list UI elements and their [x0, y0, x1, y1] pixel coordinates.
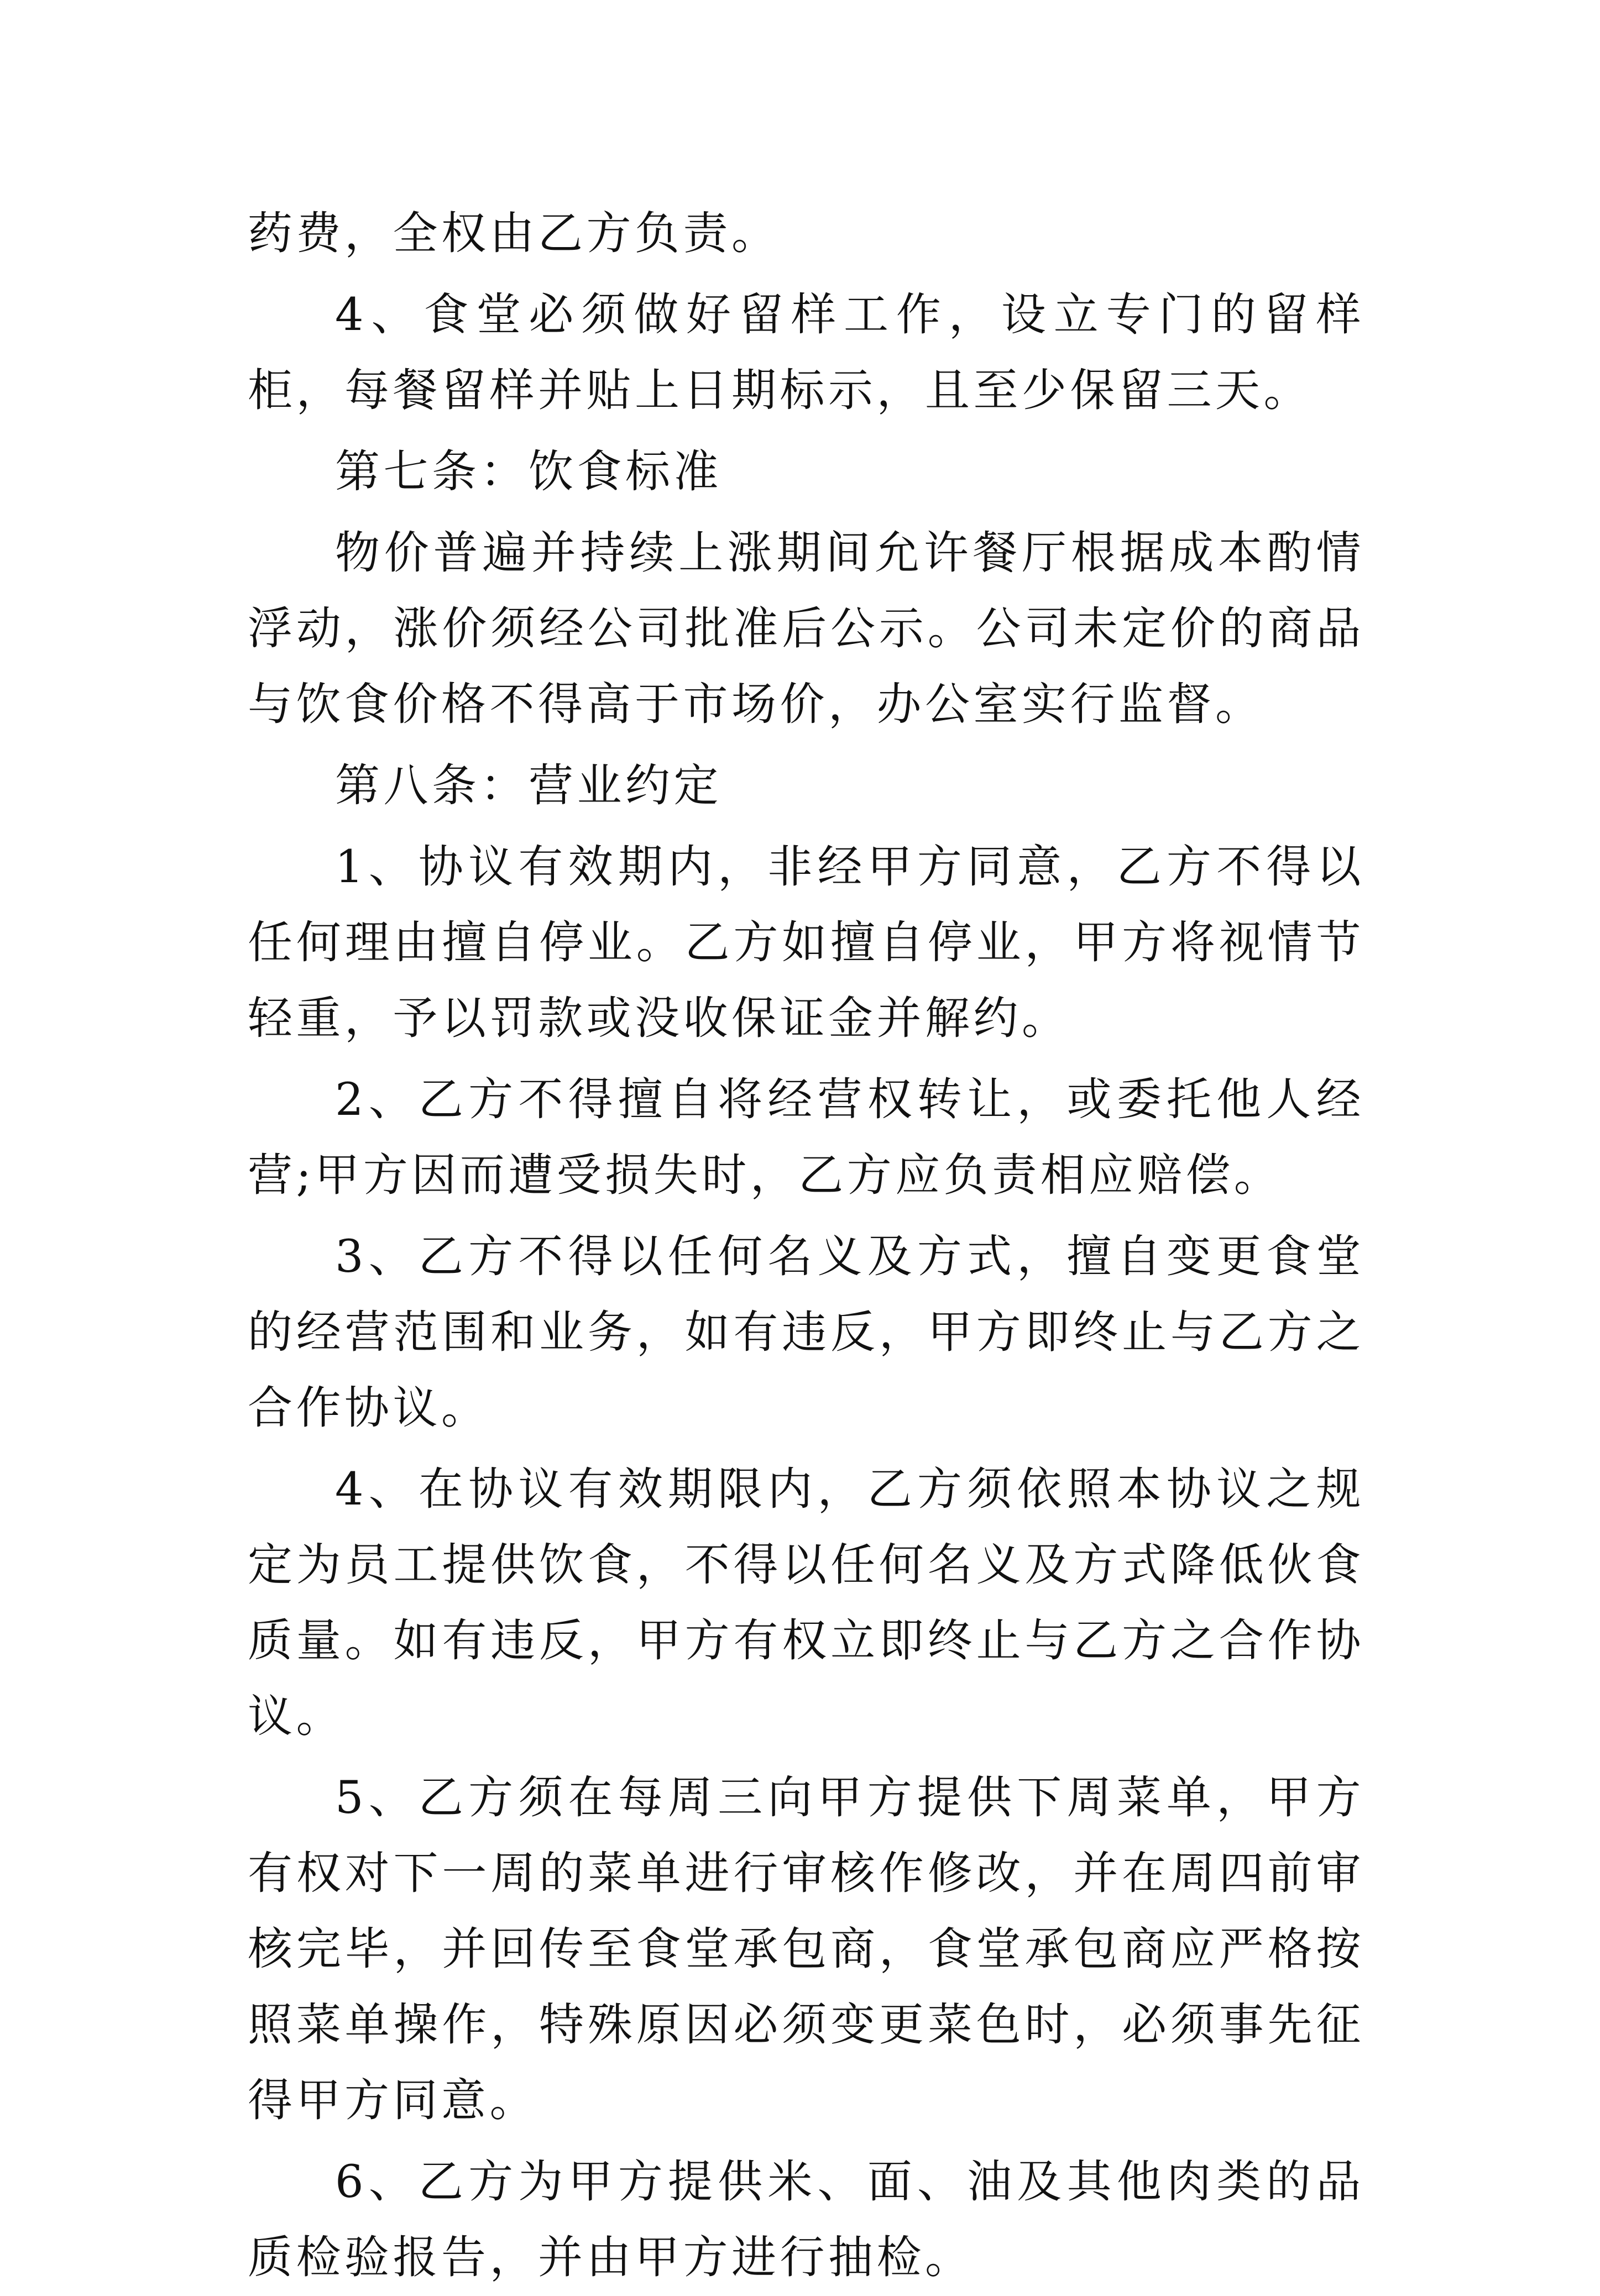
paragraph-article-7-body: 物价普遍并持续上涨期间允许餐厅根据成本酌情浮动，涨价须经公司批准后公示。公司未定价的商品与饮食价格不得高于市场价，办公室实行监督。 [248, 527, 1364, 731]
section-heading-article-8: 第八条：营业约定 [335, 760, 723, 812]
paragraph-article-8-item-3: 3、乙方不得以任何名义及方式，擅自变更食堂的经营范围和业务，如有违反，甲方即终止与乙方之合作协议。 [248, 1231, 1364, 1434]
paragraph-article-8-item-2: 2、乙方不得擅自将经营权转让，或委托他人经营;甲方因而遭受损失时，乙方应负责相应赔偿。 [248, 1074, 1364, 1202]
paragraph-article-8-item-5: 5、乙方须在每周三向甲方提供下周菜单，甲方有权对下一周的菜单进行审核作修改，并在周四前审核完毕，并回传至食堂承包商，食堂承包商应严格按照菜单操作，特殊原因必须变更菜色时，必须事先征得甲方同意。 [248, 1772, 1364, 2127]
paragraph-article-8-item-6: 6、乙方为甲方提供米、面、油及其他肉类的品质检验报告，并由甲方进行抽检。 [248, 2156, 1364, 2284]
paragraph-continuation: 药费，全权由乙方负责。 [248, 208, 780, 260]
paragraph-article-8-item-1: 1、协议有效期内，非经甲方同意，乙方不得以任何理由擅自停业。乙方如擅自停业，甲方将视情节轻重，予以罚款或没收保证金并解约。 [248, 841, 1364, 1045]
paragraph-clause-6-item-4: 4、食堂必须做好留样工作，设立专门的留样柜，每餐留样并贴上日期标示，且至少保留三天。 [248, 289, 1364, 417]
document-page [248, 196, 1364, 2296]
section-heading-article-7: 第七条：饮食标准 [335, 446, 723, 498]
paragraph-article-8-item-4: 4、在协议有效期限内，乙方须依照本协议之规定为员工提供饮食，不得以任何名义及方式降低伙食质量。如有违反，甲方有权立即终止与乙方之合作协议。 [248, 1464, 1364, 1743]
